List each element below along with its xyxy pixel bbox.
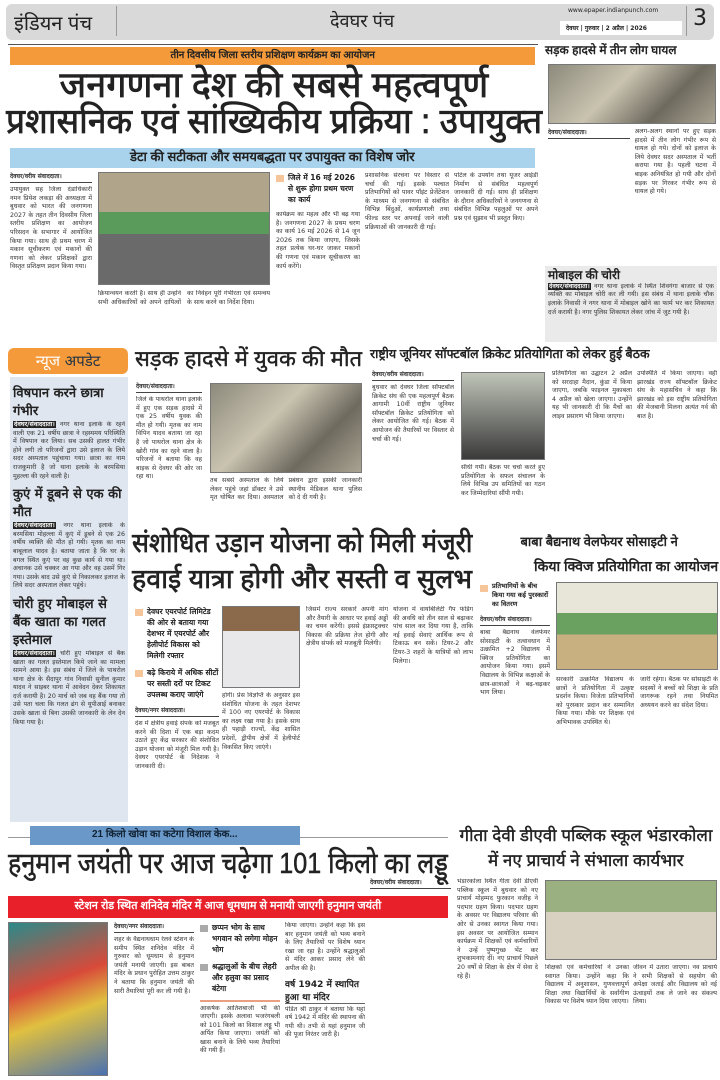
udan-body: योजना में वायबिलिटी गैप फंडिंग की अवधि को तीन साल से बढ़ाकर पांच साल कर दिया गया है, ताकि नई हवाई सेवाएं आर्थिक रूप से टिकाऊ बन सकें। टियर-2 और टियर-3 शहरों के यात्रियों को लाभ मिलेगा।: [393, 606, 473, 665]
hanuman-highlight: छप्पन भोग के साथ भगवान को लगेगा मोहन भोग: [200, 922, 280, 955]
udan-headline-1: [132, 528, 472, 559]
hanuman-body: किया जाएगा। उन्होंने कहा कि इस बार हनुमान जयंती को भव्य बनाने के लिए तैयारियों पर विशेष ध्यान रखा जा रहा है। उन्होंने श्रद्धालुओं से मंदिर आकर प्रसाद लेने की अपील की है।: [285, 922, 365, 972]
census-subhead-text: डेटा की सटीकता और समयबद्धता पर उपायुक्त का विशेष जोर: [130, 149, 415, 164]
mobile-theft-body: नगर थाना इलाके में स्थित शिवगंगा बाजार से एक व्यक्ति का मोबाइल चोरी कर ली गयी। इस संबंध में थाना इलाके चौक इलाके निवासी ने नगर थाना में मोबाइल खोने का फार्म भर कर शिकायत दर्ज करायी है। नगर पुलिस शिकायत लेकर जांच में जुट गयी है।: [548, 282, 714, 316]
census-headline-2: [6, 102, 542, 142]
hanuman-headline-text: हनुमान जयंती पर आज चढ़ेगा 101 किलो का लड्डू: [8, 848, 448, 880]
softball-official-photo: [461, 372, 545, 460]
hanuman-strap-text: स्टेशन रोड स्थित शनिदेव मंदिर में आज धूमधाम से मनायी जाएगी हनुमान जयंती: [74, 900, 382, 912]
hanuman-body: पंडित श्री ठाकुर ने बताया कि यहां वर्ष 1942 में मंदिर की स्थापना की गयी थी। तभी से यहां हनुमान जी की पूजा निरंतर जारी है।: [285, 1005, 365, 1039]
quiz-body: जारी रहेगा। बैठक पर सोसाइटी के सदस्यों ने बच्चों को शिक्षा के प्रति जागरूक रहने तथा नियमित अध्ययन करने का संदेश दिया।: [640, 676, 718, 709]
news-item-lead: देवघर/संवाददाता।: [14, 649, 55, 657]
youth-accident-headline: [135, 346, 363, 371]
census-body: कार्यक्रम का महत्व और भी बढ़ गया है। जनगणना 2027 के प्रथम चरण का कार्य 16 मई 2026 से 14 जून 2026 तक किया जाएगा, जिसके तहत प्रत्येक घर-घर जाकर मकानों की गणना एवं मकान सूचीकरण का कार्य करेंगे।: [276, 211, 360, 270]
udan-highlight: देवघर एयरपोर्ट लिमिटेड की ओर से बताया गया देशभर में एयरपोर्ट और हेलीपोर्ट विकास को मिलेगी रफ्तार: [135, 606, 219, 661]
census-meeting-photo: [98, 172, 270, 285]
divider: [116, 6, 117, 36]
softball-body: प्रतियोगिता का उद्घाटन 2 अप्रैल को सरदाहा मैदान, कुंडा में किया जाएगा, जबकि फाइनल मुकाबला 4 अप्रैल को खेला जाएगा। उन्होंने यह भी जानकारी दी कि मैचों का लाइव प्रसारण भी किया जाएगा।: [552, 370, 632, 420]
census-subhead: [10, 148, 535, 168]
census-dateline: देवघर/वरीय संवाददाता।: [10, 172, 92, 183]
quiz-dateline: देवघर/वरीय संवाददाता।: [480, 615, 550, 626]
softball-headline-text: राष्ट्रीय जूनियर सॉफ्टबॉल क्रिकेट प्रतियोगिता को लेकर हुई बैठक: [370, 347, 650, 361]
news-item-lead: देवघर/संवाददाता।: [14, 522, 55, 530]
youth-body: जिले के पाथरोल थाना इलाके में हुए एक सड़क हादसे में एक 25 वर्षीय युवक की मौत हो गयी। मृतक का नाम विपिन यादव बताया जा रहा है जो पाथरोल थाना क्षेत्र के खोरी गांव का रहने वाला है। परिजनों ने बताया कि वह बाइक से देवघर की ओर जा रहा था।: [136, 396, 202, 481]
hanuman-dateline: देवघर/नगर संवाददाता।: [114, 922, 194, 933]
news-item-title: विषपान करने छात्रा गंभीर: [13, 386, 104, 419]
quiz-body: सरकारी उत्क्रमित विद्यालय के छात्रों ने प्रतियोगिता में उत्कृष्ट प्रदर्शन किया। विजेता प्रतिभागियों को पुरस्कार प्रदान कर सम्मानित किया गया। मौके पर शिक्षक एवं अभिभावक उपस्थित थे।: [556, 676, 634, 726]
edition-name: देवघर पंच: [330, 11, 395, 31]
census-headline-1-text: जनगणना देश की सबसे महत्वपूर्ण: [59, 64, 489, 105]
mobile-theft-headline: मोबाइल की चोरी: [548, 268, 621, 282]
news-item-body: नगर थाना इलाके के बरमसिया मोहल्ला में कुएं में डूबने से एक 26 वर्षीय व्यक्ति की मौत हो गयी। मृतक का नाम बाबूलाल यादव है। बताया जाता है कि घर के बगल स्थित कुएं पर वह कुछ कार्य से गया था। अचानक उसे चक्कर आ गया और वह उसमें गिर गया। उसके बाद उसे कुएं से निकालकर इलाज के लिये सदर अस्पताल लेकर पहुंचे।: [13, 522, 125, 590]
news-update-badge: [8, 348, 128, 374]
news-item-lead: देवघर/संवाददाता।: [14, 421, 55, 428]
news-update-label: न्यूज: [35, 352, 60, 370]
school-body: जीवन में उतारा जाएगा। नव प्राचार्य ने सभी शिक्षकों से सहयोग की अपेक्षा जताई और विद्यालय को नई ऊंचाइयों तक ले जाने का संकल्प लिया।: [633, 964, 717, 1006]
school-headline-2-text: में नए प्राचार्य ने संभाला कार्यभार: [488, 851, 684, 870]
hanuman-kicker: [30, 826, 300, 845]
quiz-headline-1: [480, 535, 718, 550]
udan-body: होगी। प्रेस विज्ञप्ति के अनुसार इस संशोधित योजना के तहत देशभर में 100 नए एयरपोर्ट के विकास का लक्ष्य रखा गया है। इसके साथ ही पहाड़ी राज्यों, केंद्र शासित प्रदेशों, द्वीपीय क्षेत्रों में हेलीपोर्ट विकसित किए जाएंगे।: [222, 692, 300, 751]
school-body: भंडारकोला स्थित गीता देवी डीएवी पब्लिक स्कूल में बुधवार को नए प्राचार्य मोहम्मद फुरकान वजीह ने पदभार ग्रहण किया। पदभार ग्रहण के अवसर पर विद्यालय परिवार की ओर से उनका स्वागत किया गया। इस अवसर पर आयोजित सम्मान कार्यक्रम में शिक्षकों एवं कर्मचारियों ने उन्हें पुष्पगुच्छ भेंट कर शुभकामनाएं दीं। नए प्राचार्य पिछले 20 वर्षों से शिक्षा के क्षेत्र में सेवा दे रहे हैं।: [457, 878, 538, 980]
udan-body: जिसमें राज्य सरकारें अपनी मांग और तैयारी के आधार पर हवाई अड्डों का चयन करेंगी। इससे इंफ्रास्ट्रक्चर विकास की प्रक्रिया तेज होगी और क्षेत्रीय संपर्क को मजबूती मिलेगी।: [306, 606, 388, 648]
quiz-highlight: प्रतिभागियों के बीच किया गया कई पुरस्कारों का वितरण: [480, 582, 550, 609]
hanuman-subsection: वर्ष 1942 में स्थापित हुआ था मंदिर: [285, 977, 365, 1004]
softball-headline: [370, 347, 718, 361]
mobile-theft-lead: देवघर/संवाददाता।: [549, 282, 590, 290]
census-body: उपायुक्त सह जिला दंडाधिकारी नमन प्रियेश लकड़ा की अध्यक्षता में बुधवार को भारत की जनगणना 2027 के तहत तीन दिवसीय जिला स्तरीय प्रशिक्षण का आयोजन परिसदन के सभागार में आयोजित किया गया। साथ ही प्रथम चरण में मकान सूचीकरण एवं मकानों की गणना को लेकर प्रशिक्षकों द्वारा विस्तृत प्रशिक्षण प्रदान किया गया।: [10, 186, 92, 271]
page-number: 3: [693, 6, 707, 31]
udan-dateline: देवघर/नगर संवाददाता।: [135, 706, 219, 717]
census-body: प्रशासनिक संरचना पर विस्तार से चर्चा की गई। इसके पश्चात प्रतिभागियों को पावर पॉइंट प्रेजेंटेशन के माध्यम से जनगणना से संबंधित विभिन्न बिंदुओं, कार्यप्रणाली तथा फील्ड स्तर पर अपनाई जाने वाली प्रक्रियाओं की जानकारी दी गई।: [365, 172, 449, 231]
softball-dateline: देवघर/वरीय संवाददाता।: [372, 370, 454, 381]
news-item-body: नगर थाना इलाके के रहने वाली एक 21 वर्षीय छात्रा ने रहस्यमय परिस्थिति में विषपान कर लिया। सब उसकी हालत गंभीर होने लगी तो परिजनों द्वारा उसे इलाज के लिये सदर अस्पताल पहुंचाया गया। छात्रा का नाम राजकुमारी है जो थाना इलाके के बरमसिया मुहल्ला की रहने वाली है।: [13, 421, 125, 480]
softball-body: बुधवार को देवघर जिला सॉफ्टबॉल क्रिकेट संघ की एक महत्वपूर्ण बैठक आगामी 10वीं राष्ट्रीय जूनियर सॉफ्टबॉल क्रिकेट प्रतियोगिता को लेकर आयोजित की गई। बैठक में आयोजन की तैयारियों पर विस्तार से चर्चा की गई।: [372, 384, 454, 443]
airport-director-photo: [222, 606, 300, 688]
accident3-body: अलग-अलग स्थानों पर हुए सड़क हादसे में तीन लोग गंभीर रूप से घायल हो गये। दोनों को इलाज के लिये देवघर सदर अस्पताल में भर्ती कराया गया है। पहली घटना में बाइक अनियंत्रित हो गयी और दोनों सड़क पर गिरकर गंभीर रूप से घायल हो गये।: [634, 128, 716, 196]
accident3-headline: [545, 44, 717, 58]
udan-headline-2: [132, 564, 472, 595]
website-url[interactable]: www.epaper.indianpunch.com: [568, 7, 659, 14]
accident3-dateline: देवघर/संवाददाता।: [548, 128, 630, 139]
udan-body: देश में क्षेत्रीय हवाई संपर्क को मजबूत करने की दिशा में एक बड़ा कदम उठाते हुए केंद्र सरकार की संशोधित उड़ान योजना को मंजूरी मिल गयी है। देवघर एयरपोर्ट के निदेशक ने जानकारी दी।: [135, 720, 219, 770]
quiz-headline-1-text: बाबा बैद्यनाथ वेलफेयर सोसाइटी ने: [520, 534, 678, 549]
temple-photo: [8, 922, 108, 1076]
census-headline-1: [8, 64, 540, 105]
softball-body: सीधी गयी। बैठक पर चर्चा करते हुए प्रतियोगिता के सफल संचालन के लिये विभिन्न उप समितियों का गठन कर जिम्मेदारियां सौंपी गयी।: [461, 464, 545, 497]
school-dateline: देवघर/वरीय संवाददाता।: [370, 878, 451, 889]
youth-accident-photo: [210, 383, 362, 473]
census-headline-2-text: प्रशासनिक एवं सांख्यिकीय प्रक्रिया : उपायुक्त: [6, 102, 543, 141]
census-body: क्रियान्वयन करती है। साथ ही उन्होंने सभी अधिकारियों को अपने दायित्वों का निर्वहन पूरी गंभीरता एवं समन्वय के साथ करने का निर्देश दिया।: [98, 290, 270, 306]
accident3-photo: [548, 64, 716, 124]
school-headline-2: [455, 851, 717, 871]
news-update-panel: [10, 377, 128, 822]
divider: [686, 6, 687, 36]
school-body: शिक्षकों एवं कर्मचारियों ने उनका स्वागत किया। उन्होंने कहा कि विद्यालय में अनुशासन, गुणवत्तापूर्ण शिक्षा तथा विद्यार्थियों के सर्वांगीण विकास पर विशेष ध्यान दिया जाएगा।: [545, 964, 629, 1006]
hanuman-highlight: श्रद्धालुओं के बीच लेहरी और हलुवा का प्रसाद बंटेगा: [200, 961, 280, 994]
softball-body: उपस्थिति में किया जाएगा। वहीं झारखंड राज्य सॉफ्टबॉल क्रिकेट संघ के महासचिव ने कहा कि झारखंड को इस राष्ट्रीय प्रतियोगिता की मेजबानी मिलना अत्यंत गर्व की बात है।: [637, 370, 717, 420]
quiz-headline-2-text: किया क्विज प्रतियोगिता का आयोजन: [534, 558, 719, 574]
census-kicker: [10, 47, 535, 65]
quiz-event-photo: [556, 582, 718, 670]
news-item-title: कुएं में डूबने से एक की मौत: [13, 487, 122, 521]
school-headline-1-text: गीता देवी डीएवी पब्लिक स्कूल भंडारकोला: [459, 826, 713, 845]
school-headline-1: [455, 826, 717, 846]
news-update-label: अपडेट: [64, 352, 101, 370]
udan-headline-1-text: संशोधित उड़ान योजना को मिली मंजूरी: [132, 528, 473, 558]
hanuman-body: शहर के वैद्यनाथधाम रेलवे स्टेशन के समीप स्थित शनिदेव मंदिर में गुरुवार को धूमधाम से हनुमान जयंती मनायी जाएगी। इस बाबत मंदिर के प्रधान पुरोहित उत्तम ठाकुर ने बताया कि हनुमान जयंती की सारी तैयारियां पूरी कर ली गयी है।: [114, 936, 194, 995]
udan-highlight: बढ़े किराये में अधिक सीटों पर सस्ती दरों पर टिकट उपलब्ध कराए जाएंगे: [135, 667, 219, 700]
youth-body: तब सबसे अस्पताल के लिये लेकर पहुंचे जहां डॉक्टर ने उसे मृत घोषित कर दिया। अस्पताल प्रबंधन द्वारा इसकी जानकारी स्थानीय मेडिकल थाना पुलिस को दे दी गयी है।: [210, 477, 362, 502]
accident3-headline-text: सड़क हादसे में तीन लोग घायल: [545, 43, 677, 57]
youth-dateline: देवघर/संवाददाता।: [136, 382, 202, 393]
udan-headline-2-text: हवाई यात्रा होगी और सस्ती व सुलभ: [132, 564, 473, 594]
dateline: देवघर | गुरुवार | 2 अप्रैल | 2026: [560, 21, 682, 35]
brand-name: इंडियन पंच: [14, 13, 93, 35]
youth-accident-headline-text: सड़क हादसे में युवक की मौत: [135, 346, 363, 371]
hanuman-kicker-text: 21 किलो खोवा का कटेगा विशाल केक...: [92, 829, 238, 840]
news-item-title: चोरी हुए मोबाइल से बैंक खाता का गलत इस्तेमाल: [13, 596, 107, 648]
hanuman-headline: [8, 848, 448, 881]
hanuman-body: आकर्षक आतिशबाजी भी की जाएगी। इसके अलावा भजरंगबली को 101 किलो का विशाल लड्डू भी अर्पित किया जाएगा। जयंती को खास बनाने के लिये भव्य तैयारियां की गयी हैं।: [200, 1004, 280, 1055]
news-item-body: चोरी हुए मोबाइल से बैंक खाता का गलत इस्तेमाल किये जाने का मामला सामने आया है। इस संबंध में जिले के पाथरोल थाना क्षेत्र के सैदापुर गांव निवासी सुनील कुमार यादव ने साइबर थाना में आवेदन देकर शिकायत दर्ज करायी है। 20 मार्च को जब वह बैंक गया तो उसे पता चला कि गलत ढंग से यूपीआई बनाकर उसके खाता से बिना उसकी जानकारी के लेन देन किया गया है।: [13, 649, 125, 726]
census-highlight: जिले में 16 मई 2026 से शुरू होगा प्रथम चरण का कार्य: [276, 172, 360, 205]
quiz-headline-2: [480, 558, 718, 574]
census-body: पोर्टल के उपयोग तथा यूजर आईडी निर्माण से संबंधित महत्वपूर्ण जानकारी दी गई। साथ ही प्रशिक्षण के दौरान अधिकारियों ने जनगणना से संबंधित विभिन्न पहलुओं पर अपने प्रश्न एवं सुझाव भी प्रस्तुत किए।: [454, 172, 538, 222]
quiz-body: बाबा बैद्यनाथ वेलफेयर सोसाइटी के तत्वावधान में उत्क्रमित +2 विद्यालय में क्विज प्रतियोगिता का आयोजन किया गया। इसमें विद्यालय के विभिन्न कक्षाओं के छात्र-छात्राओं ने बढ़-चढ़कर भाग लिया।: [480, 629, 550, 697]
census-kicker-text: तीन दिवसीय जिला स्तरीय प्रशिक्षण कार्यक्रम का आयोजन: [170, 50, 375, 61]
school-principal-photo: [545, 880, 717, 960]
